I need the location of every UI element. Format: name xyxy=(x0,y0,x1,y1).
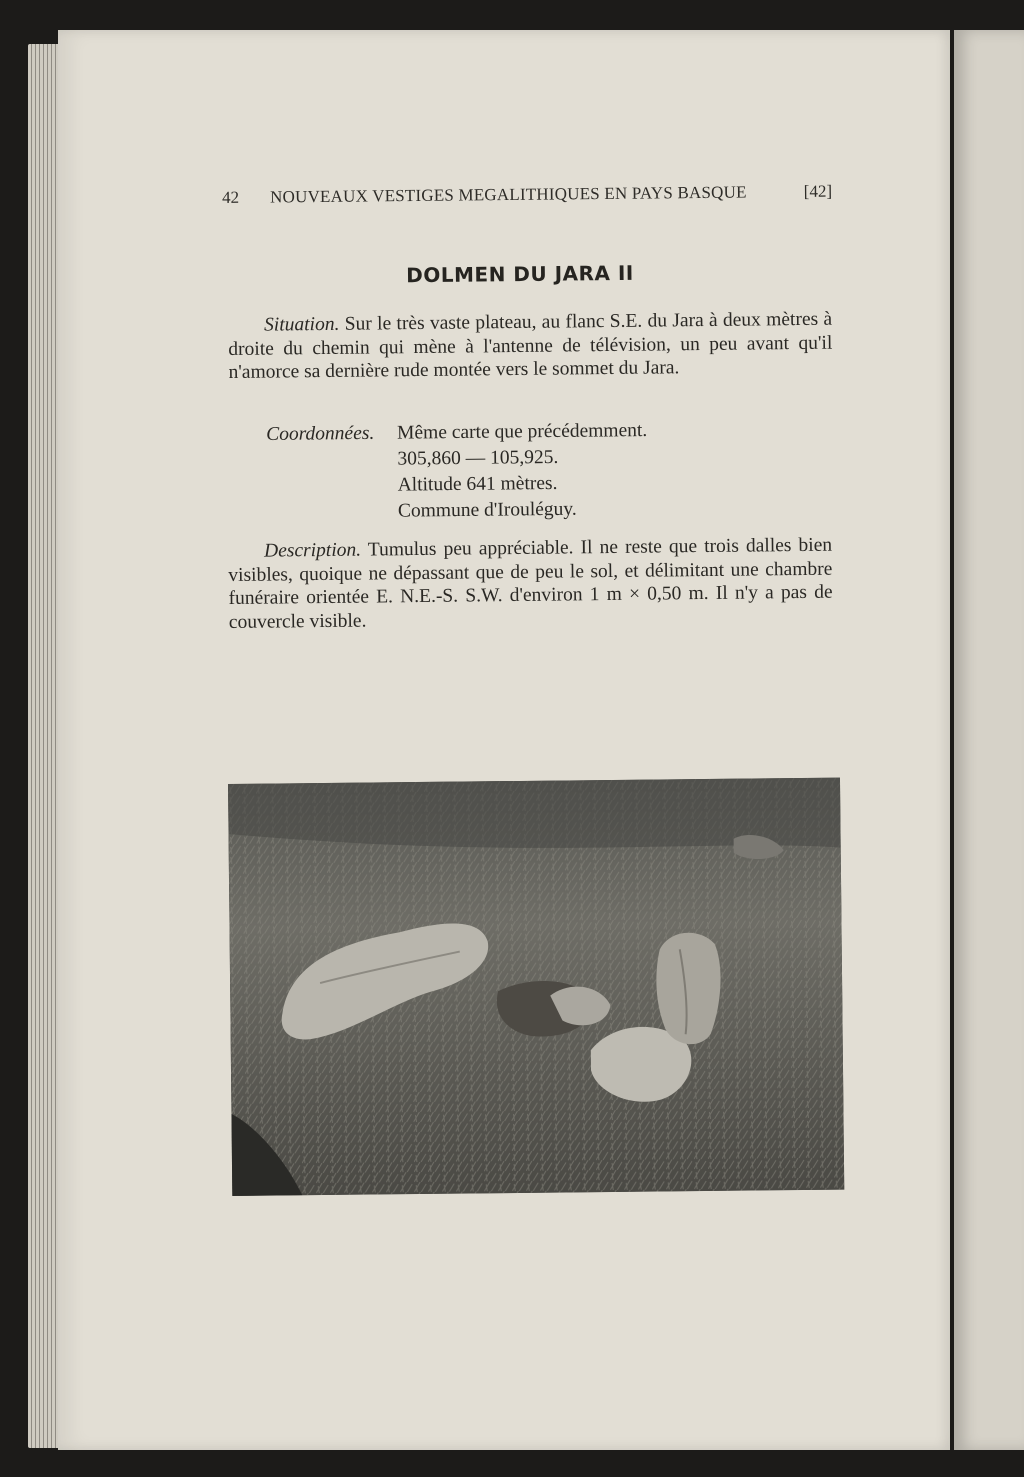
coordinates-block xyxy=(266,416,827,526)
photo-dolmen-stones-icon xyxy=(228,778,844,1196)
bracket-page-number: [42] xyxy=(803,181,833,201)
situation-text: Sur le très vaste plateau, au flanc S.E. du Jara à deux mètres à droite du chemin qui mène à l'antenne de télévision, un peu avant qu'il n'amorce sa dernière rude montée vers le sommet du Jara. xyxy=(228,308,833,383)
book-page xyxy=(58,30,950,1450)
running-title: NOUVEAUX VESTIGES MEGALITHIQUES EN PAYS BASQUE xyxy=(269,182,747,207)
situation-label: Situation. xyxy=(264,313,340,336)
situation-paragraph xyxy=(228,308,833,385)
description-text: Tumulus peu appréciable. Il ne reste que trois dalles bien visibles, quoique ne dépassant que de peu le sol, et délimitant une chambre funéraire orientée E. N.E.-S. S.W. d'environ 1 m × 0,50 m. Il n'y a pas de couvercle visible. xyxy=(228,534,833,633)
coordinates-line: Commune d'Irouléguy. xyxy=(397,498,577,522)
dolmen-photograph xyxy=(228,778,844,1196)
description-label: Description. xyxy=(264,539,362,562)
coordinates-line: 305,860 — 105,925. xyxy=(397,446,559,470)
coordinates-label: Coordonnées. xyxy=(266,422,375,445)
description-paragraph xyxy=(228,534,833,634)
section-title: DOLMEN DU JARA II xyxy=(406,260,634,288)
facing-page-edge xyxy=(954,30,1024,1450)
page-number: 42 xyxy=(222,187,240,207)
coordinates-line: Altitude 641 mètres. xyxy=(397,472,558,496)
coordinates-line: Même carte que précédemment. xyxy=(397,420,648,444)
